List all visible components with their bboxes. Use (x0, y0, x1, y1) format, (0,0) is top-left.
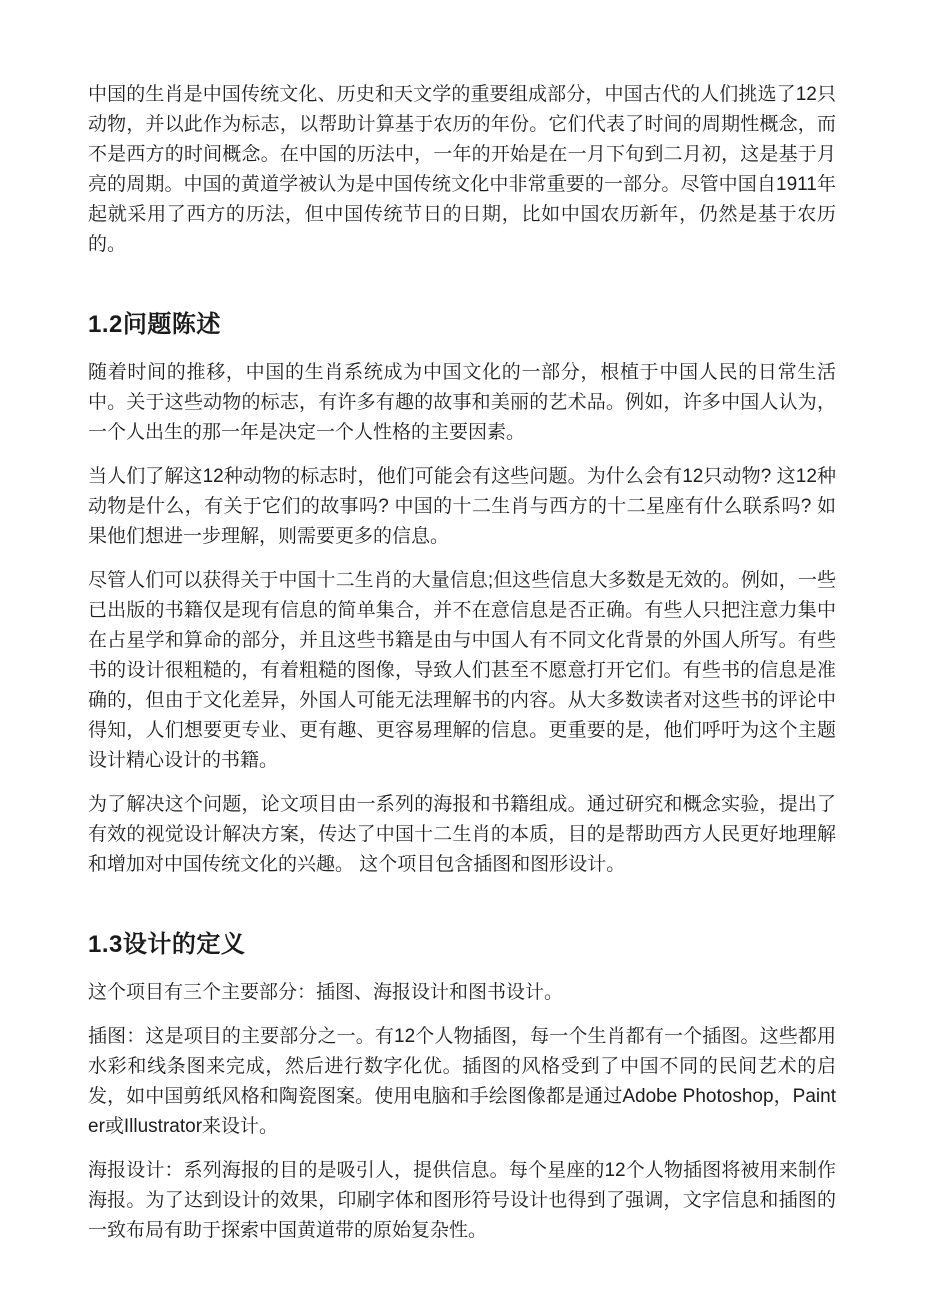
section-heading-1-3: 1.3设计的定义 (88, 931, 246, 958)
intro-paragraph: 中国的生肖是中国传统文化、历史和天文学的重要组成部分，中国古代的人们挑选了12只动物，并以此作为标志，以帮助计算基于农历的年份。它们代表了时间的周期性概念，而不是西方的时间概念。在中国的历法中，一年的开始是在一月下旬到二月初，这是基于月亮的周期。中国的黄道学被认为是中国传统文化中非常重要的一部分。尽管中国自1911年起就采用了西方的历法，但中国传统节日的日期，比如中国农历新年，仍然是基于农历的。 (88, 84, 836, 255)
paragraph: 当人们了解这12种动物的标志时，他们可能会有这些问题。为什么会有12只动物? 这12种动物是什么，有关于它们的故事吗? 中国的十二生肖与西方的十二星座有什么联系吗? 如果他们想进一步理解，则需要更多的信息。 (88, 466, 836, 547)
paragraph: 随着时间的推移，中国的生肖系统成为中国文化的一部分，根植于中国人民的日常生活中。关于这些动物的标志，有许多有趣的故事和美丽的艺术品。例如，许多中国人认为，一个人出生的那一年是决定一个人性格的主要因素。 (88, 362, 836, 443)
section-heading-1-2: 1.2问题陈述 (88, 311, 221, 338)
paragraph: 为了解决这个问题，论文项目由一系列的海报和书籍组成。通过研究和概念实验，提出了有效的视觉设计解决方案，传达了中国十二生肖的本质，目的是帮助西方人民更好地理解和增加对中国传统文化的兴趣。 这个项目包含插图和图形设计。 (88, 794, 836, 875)
paragraph: 尽管人们可以获得关于中国十二生肖的大量信息;但这些信息大多数是无效的。例如，一些已出版的书籍仅是现有信息的简单集合，并不在意信息是否正确。有些人只把注意力集中在占星学和算命的部分，并且这些书籍是由与中国人有不同文化背景的外国人所写。有些书的设计很粗糙的，有着粗糙的图像，导致人们甚至不愿意打开它们。有些书的信息是准确的，但由于文化差异，外国人可能无法理解书的内容。从大多数读者对这些书的评论中得知，人们想要更专业、更有趣、更容易理解的信息。更重要的是，他们呼吁为这个主题设计精心设计的书籍。 (88, 570, 836, 771)
paragraph: 这个项目有三个主要部分：插图、海报设计和图书设计。 (88, 982, 564, 1003)
paragraph: 海报设计：系列海报的目的是吸引人，提供信息。每个星座的12个人物插图将被用来制作海报。为了达到设计的效果，印刷字体和图形符号设计也得到了强调，文字信息和插图的一致布局有助于探索中国黄道带的原始复杂性。 (88, 1160, 836, 1241)
paragraph: 插图：这是项目的主要部分之一。有12个人物插图，每一个生肖都有一个插图。这些都用水彩和线条图来完成，然后进行数字化优。插图的风格受到了中国不同的民间艺术的启发，如中国剪纸风格和陶瓷图案。使用电脑和手绘图像都是通过Adobe Photoshop，Painter或Illustrator来设计。 (88, 1026, 836, 1137)
